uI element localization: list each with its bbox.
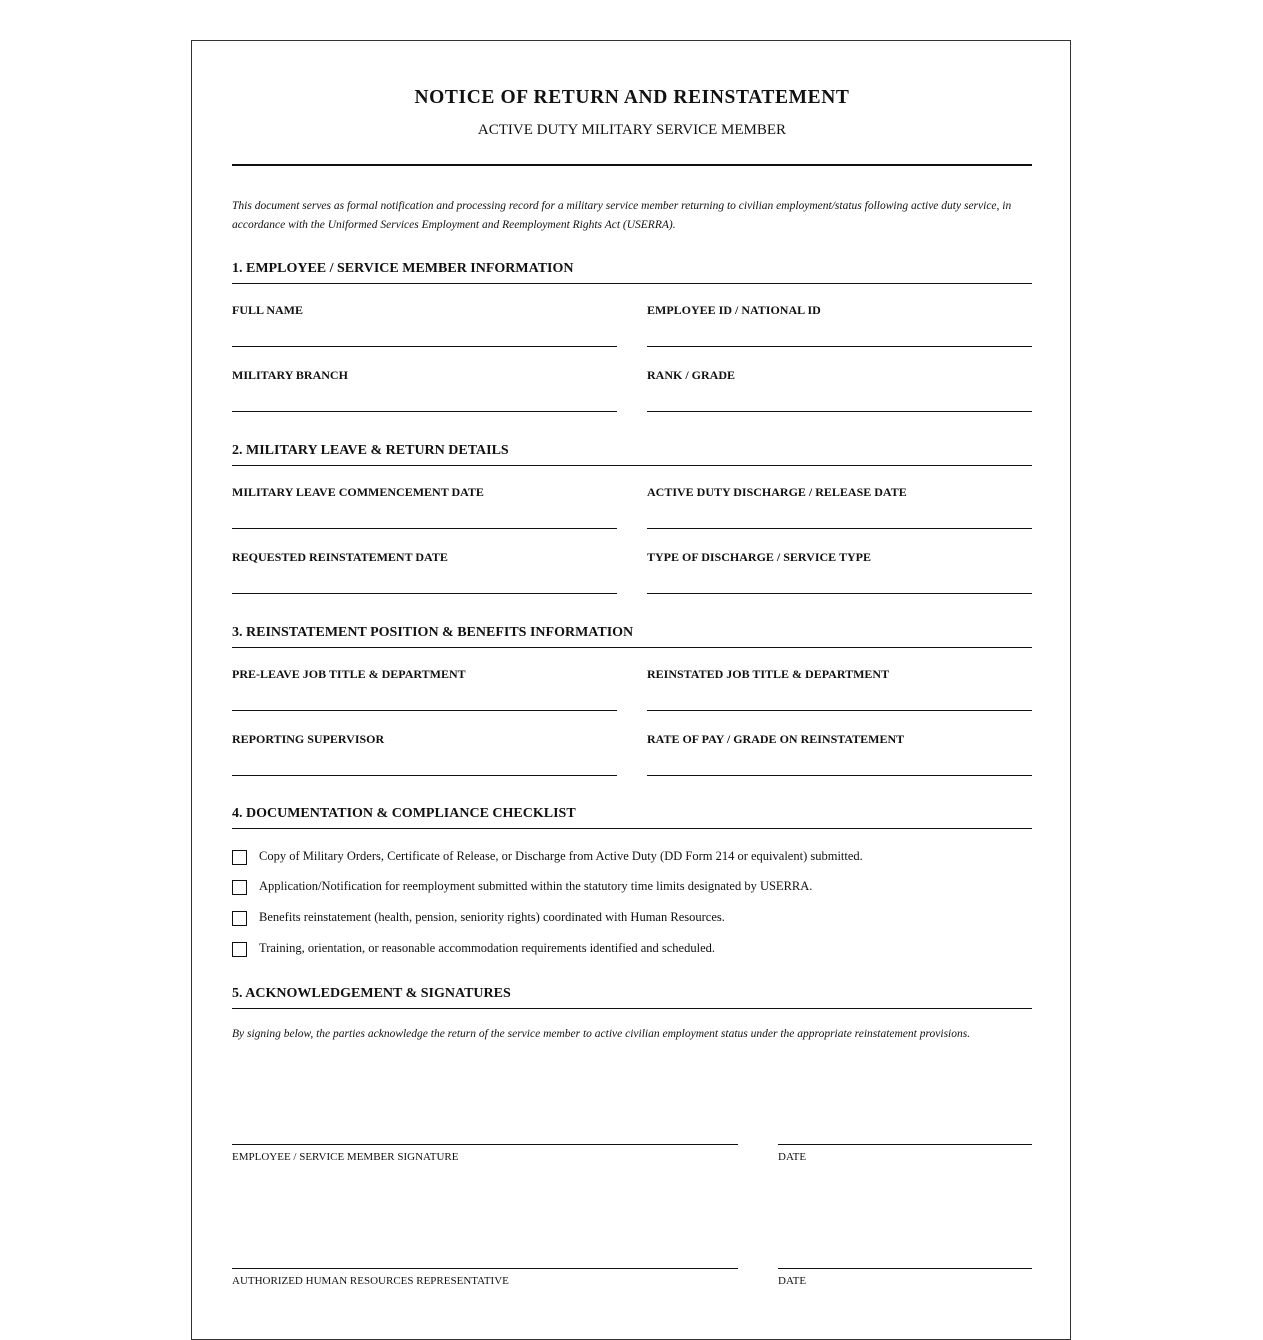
checklist-item[interactable]	[232, 941, 1032, 961]
military-branch-field[interactable]	[232, 368, 617, 382]
checkbox[interactable]	[232, 850, 247, 865]
reinstated-job-input-line[interactable]	[647, 710, 1032, 711]
discharge-type-label: TYPE OF DISCHARGE / SERVICE TYPE	[647, 550, 871, 564]
employee-signature-label: EMPLOYEE / SERVICE MEMBER SIGNATURE	[232, 1151, 459, 1163]
rate-of-pay-field[interactable]	[647, 732, 1032, 746]
document-subtitle: ACTIVE DUTY MILITARY SERVICE MEMBER	[477, 122, 787, 138]
acknowledgement-text: By signing below, the parties acknowledge the return of the service member to active civilian employment status under the appropriate reinstatement provisions.	[232, 1028, 971, 1040]
checklist-item[interactable]	[232, 849, 1032, 869]
leave-commencement-label: MILITARY LEAVE COMMENCEMENT DATE	[232, 485, 484, 499]
discharge-type-field[interactable]	[647, 550, 1032, 564]
section-5-heading: 5. ACKNOWLEDGEMENT & SIGNATURES	[232, 986, 1032, 1009]
requested-reinstatement-label: REQUESTED REINSTATEMENT DATE	[232, 550, 448, 564]
checklist-item-text: Benefits reinstatement (health, pension, seniority rights) coordinated with Human Resources.	[259, 910, 725, 924]
checklist-item-text: Training, orientation, or reasonable accommodation requirements identified and scheduled.	[259, 941, 715, 955]
reinstated-job-field[interactable]	[647, 667, 1032, 681]
section-3-heading: 3. REINSTATEMENT POSITION & BENEFITS INFORMATION	[232, 625, 1032, 648]
document-page	[191, 40, 1071, 1340]
hr-signature-line[interactable]	[232, 1268, 738, 1269]
military-branch-label: MILITARY BRANCH	[232, 368, 348, 382]
supervisor-field[interactable]	[232, 732, 617, 746]
employee-id-field[interactable]	[647, 303, 1032, 317]
rate-of-pay-label: RATE OF PAY / GRADE ON REINSTATEMENT	[647, 732, 905, 746]
checklist-item-text: Application/Notification for reemployment submitted within the statutory time limits designated by USERRA.	[259, 879, 813, 893]
military-branch-input-line[interactable]	[232, 411, 617, 412]
full-name-label: FULL NAME	[232, 303, 304, 317]
supervisor-label: REPORTING SUPERVISOR	[232, 732, 385, 746]
employee-signature-line[interactable]	[232, 1144, 738, 1145]
intro-paragraph: This document serves as formal notification and processing record for a military service member returning to civilian employment/status following active duty service, in accordance with the Uniformed Services Employment and Reemployment Rights Act (USERRA).	[232, 200, 1012, 231]
checklist-item[interactable]	[232, 879, 1032, 899]
employee-date-line[interactable]	[778, 1144, 1032, 1145]
hr-date-line[interactable]	[778, 1268, 1032, 1269]
checkbox[interactable]	[232, 880, 247, 895]
rate-of-pay-input-line[interactable]	[647, 775, 1032, 776]
discharge-date-field[interactable]	[647, 485, 1032, 499]
title-divider	[232, 164, 1032, 166]
leave-commencement-field[interactable]	[232, 485, 617, 499]
employee-date-label: DATE	[778, 1151, 807, 1163]
checkbox[interactable]	[232, 911, 247, 926]
hr-signature-label: AUTHORIZED HUMAN RESOURCES REPRESENTATIVE	[232, 1275, 509, 1287]
pre-leave-job-field[interactable]	[232, 667, 617, 681]
supervisor-input-line[interactable]	[232, 775, 617, 776]
section-2-heading: 2. MILITARY LEAVE & RETURN DETAILS	[232, 443, 1032, 466]
section-1-heading: 1. EMPLOYEE / SERVICE MEMBER INFORMATION	[232, 261, 1032, 284]
document-title: NOTICE OF RETURN AND REINSTATEMENT	[414, 87, 850, 108]
checkbox[interactable]	[232, 942, 247, 957]
pre-leave-job-label: PRE-LEAVE JOB TITLE & DEPARTMENT	[232, 667, 466, 681]
checklist-item[interactable]	[232, 910, 1032, 930]
rank-grade-field[interactable]	[647, 368, 1032, 382]
rank-grade-label: RANK / GRADE	[647, 368, 736, 382]
employee-id-label: EMPLOYEE ID / NATIONAL ID	[647, 303, 821, 317]
requested-reinstatement-input-line[interactable]	[232, 593, 617, 594]
checklist-item-text: Copy of Military Orders, Certificate of Release, or Discharge from Active Duty (DD Form 214 or equivalent) submitted.	[259, 849, 863, 863]
pre-leave-job-input-line[interactable]	[232, 710, 617, 711]
section-4-heading: 4. DOCUMENTATION & COMPLIANCE CHECKLIST	[232, 806, 1032, 829]
full-name-field[interactable]	[232, 303, 617, 317]
rank-grade-input-line[interactable]	[647, 411, 1032, 412]
reinstated-job-label: REINSTATED JOB TITLE & DEPARTMENT	[647, 667, 890, 681]
hr-date-label: DATE	[778, 1275, 807, 1287]
requested-reinstatement-field[interactable]	[232, 550, 617, 564]
discharge-type-input-line[interactable]	[647, 593, 1032, 594]
discharge-date-input-line[interactable]	[647, 528, 1032, 529]
leave-commencement-input-line[interactable]	[232, 528, 617, 529]
discharge-date-label: ACTIVE DUTY DISCHARGE / RELEASE DATE	[647, 485, 907, 499]
employee-id-input-line[interactable]	[647, 346, 1032, 347]
full-name-input-line[interactable]	[232, 346, 617, 347]
